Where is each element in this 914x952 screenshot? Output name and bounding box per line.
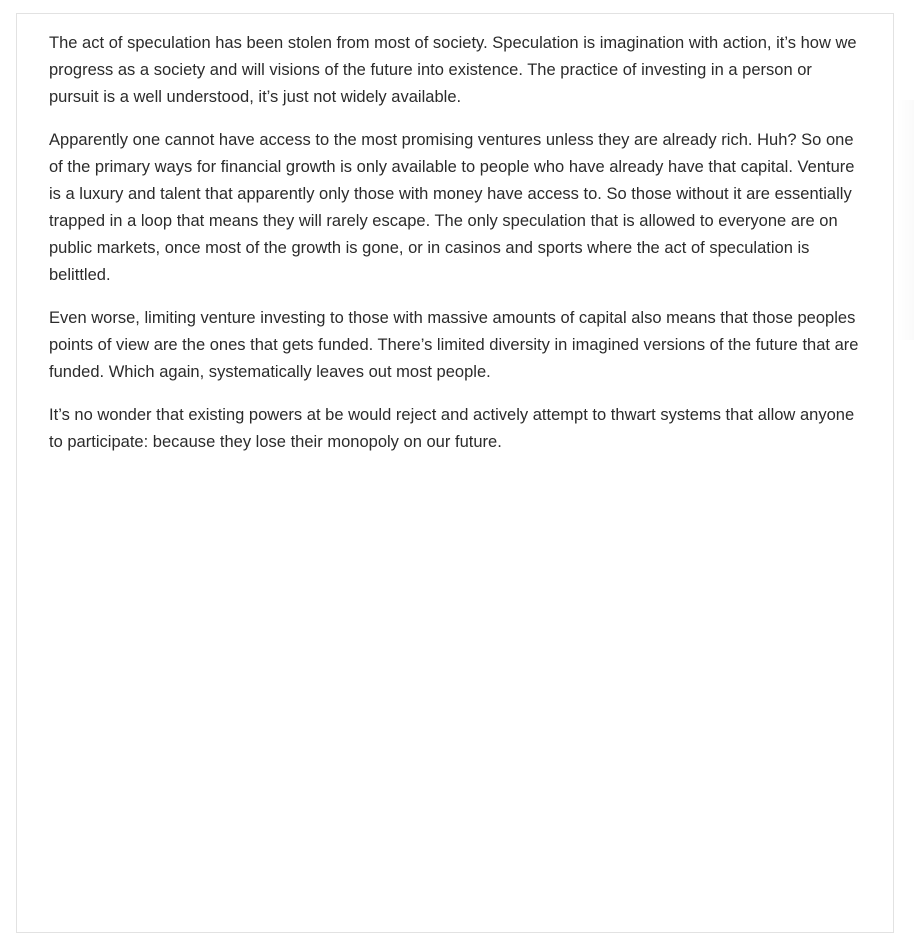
paragraph-4: It’s no wonder that existing powers at be would reject and actively attempt to thwart systems that allow anyone to participate: because they lose their monopoly on our future. [49, 406, 855, 451]
article-card [16, 13, 894, 933]
paragraph-1: The act of speculation has been stolen from most of society. Speculation is imagination with action, it’s how we progress as a society and will visions of the future into existence. The practice of investing in a person or pursuit is a well understood, it’s just not widely available. [49, 34, 857, 106]
edge-shadow [896, 100, 914, 340]
paragraph-2: Apparently one cannot have access to the most promising ventures unless they are already rich. Huh? So one of the primary ways for financial growth is only available to people who have already have that capital. Venture is a luxury and talent that apparently only those with money have access to. So those without it are essentially trapped in a loop that means they will rarely escape. The only speculation that is allowed to everyone are on public markets, once most of the growth is gone, or in casinos and sports where the act of speculation is belittled. [49, 131, 855, 284]
article-body [49, 30, 861, 472]
paragraph-3: Even worse, limiting venture investing to those with massive amounts of capital also means that those peoples points of view are the ones that gets funded. There’s limited diversity in imagined versions of the future that are funded. Which again, systematically leaves out most people. [49, 309, 859, 381]
